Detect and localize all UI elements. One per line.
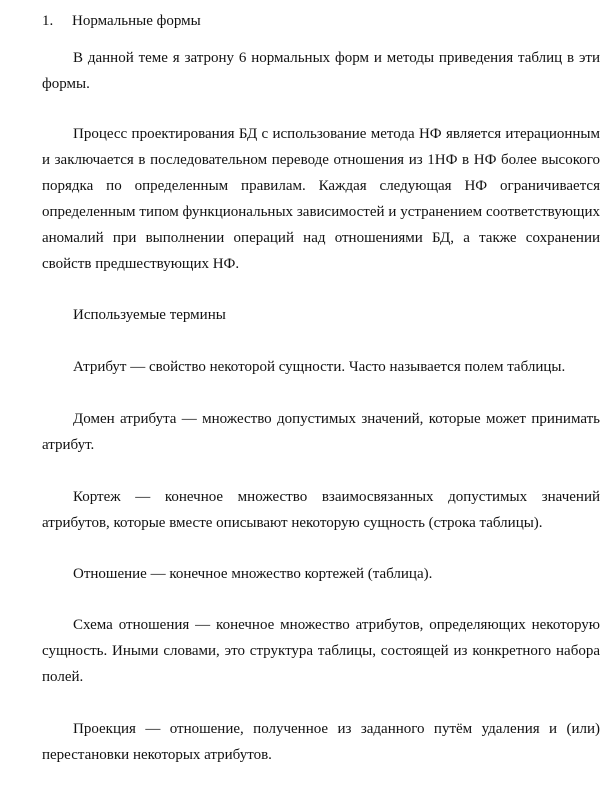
intro-paragraph: В данной теме я затрону 6 нормальных форм и методы приведения таблиц в эти формы. [42,50,600,92]
attribute-definition: Атрибут — свойство некоторой сущности. Часто называется полем таблицы. [73,359,566,375]
projection-definition: Проекция — отношение, полученное из заданного путём удаления и (или) перестановки некоторых атрибутов. [42,721,600,763]
relation-definition: Отношение — конечное множество кортежей (таблица). [73,566,433,582]
section-number: 1. [42,13,54,29]
section-title: Нормальные формы [72,13,201,29]
schema-definition: Схема отношения — конечное множество атрибутов, определяющих некоторую сущность. Иными словами, это структура таблицы, состоящей из конкретного набора полей. [42,617,600,685]
process-paragraph: Процесс проектирования БД с использование метода НФ является итерационным и заключается в последовательном переводе отношения из 1НФ в НФ более высокого порядка по определенным правилам. Каждая следующая НФ ограничивается определенным типом функциональных зависимостей и устранением соответствующих аномалий при выполнении операций над отношениями БД, а также сохранении свойств предшествующих НФ. [42,126,600,272]
section-heading [42,8,201,34]
domain-definition: Домен атрибута — множество допустимых значений, которые может принимать атрибут. [42,411,600,453]
terms-heading: Используемые термины [73,307,226,323]
tuple-definition: Кортеж — конечное множество взаимосвязанных допустимых значений атрибутов, которые вместе описывают некоторую сущность (строка таблицы). [42,489,600,531]
